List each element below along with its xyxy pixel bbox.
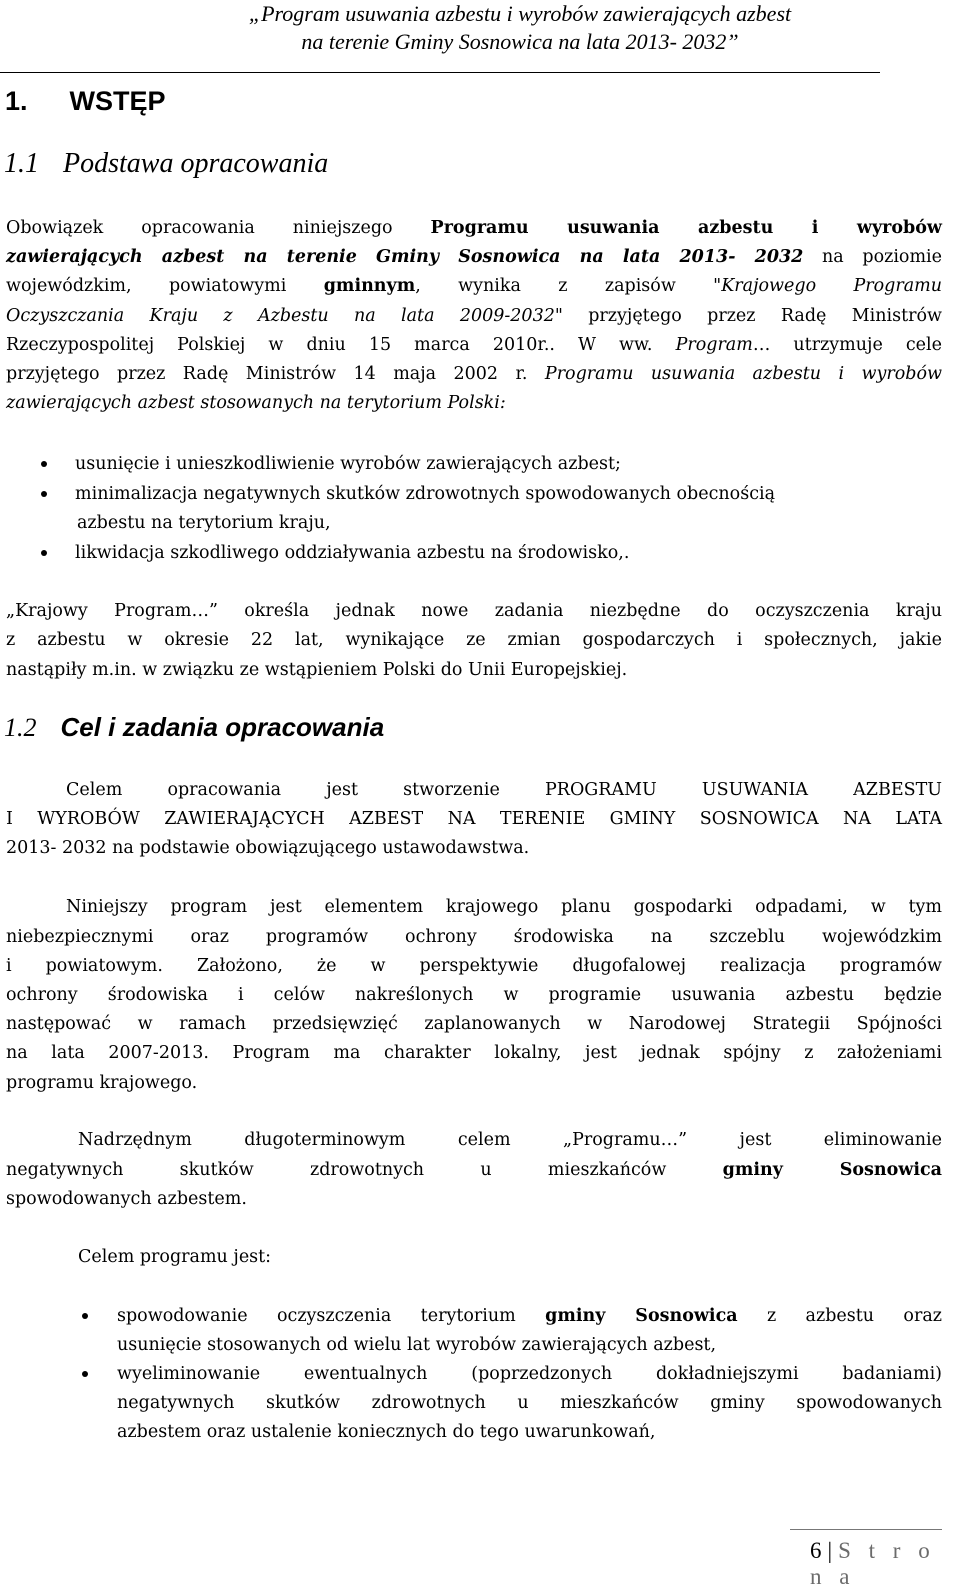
subsection-heading-1-1 (4, 148, 328, 180)
list-item: spowodowanie oczyszczenia terytorium gminy Sosnowica z azbestu oraz (117, 1306, 942, 1326)
subsection-number: 1.1 (4, 148, 39, 179)
paragraph-line: I WYROBÓW ZAWIERAJĄCYCH AZBEST NA TERENIE GMINY SOSNOWICA NA LATA (6, 809, 942, 829)
subsection-number: 1.2 (4, 713, 37, 742)
paragraph-line: przyjętego przez Radę Ministrów 14 maja 2002 r. Programu usuwania azbestu i wyrobów (6, 364, 942, 384)
paragraph-line: Rzeczypospolitej Polskiej w dniu 15 marca 2010r.. W ww. Program… utrzymuje cele (6, 335, 942, 355)
paragraph-line: ochrony środowiska i celów nakreślonych w programie usuwania azbestu będzie (6, 985, 942, 1005)
bullet-icon (82, 1313, 88, 1319)
paragraph-line: następować w ramach przedsięwzięć zaplanowanych w Narodowej Strategii Spójności (6, 1014, 942, 1034)
paragraph-line: 2013- 2032 na podstawie obowiązującego ustawodawstwa. (6, 838, 530, 858)
paragraph-line: programu krajowego. (6, 1073, 198, 1093)
bullet-icon (41, 550, 47, 556)
page-footer (810, 1538, 960, 1590)
page-number: 6 (810, 1538, 822, 1563)
paragraph-line: nastąpiły m.in. w związku ze wstąpieniem Polski do Unii Europejskiej. (6, 660, 628, 680)
paragraph-line: spowodowanych azbestem. (6, 1189, 247, 1209)
header-rule (0, 72, 880, 73)
paragraph-line: Oczyszczania Kraju z Azbestu na lata 2009-2032" przyjętego przez Radę Ministrów (6, 306, 942, 326)
footer-separator: | (827, 1538, 833, 1563)
subsection-heading-1-2 (4, 712, 384, 743)
section-number: 1. (5, 86, 28, 116)
page-label: S t r o n a (810, 1538, 936, 1589)
list-item-continuation: negatywnych skutków zdrowotnych u mieszkańców gminy spowodowanych (117, 1393, 942, 1413)
subsection-title: Cel i zadania opracowania (60, 712, 385, 742)
paragraph-line: i powiatowym. Założono, że w perspektywie długofalowej realizacja programów (6, 956, 942, 976)
running-header-line-1: „Program usuwania azbestu i wyrobów zawierających azbest (248, 1, 792, 26)
paragraph-line: niebezpiecznymi oraz programów ochrony środowiska na szczeblu wojewódzkim (6, 927, 942, 947)
bullet-icon (41, 461, 47, 467)
paragraph-line: Niniejszy program jest elementem krajowego planu gospodarki odpadami, w tym (66, 897, 942, 917)
bullet-icon (82, 1371, 88, 1377)
paragraph-line: Celem opracowania jest stworzenie PROGRAMU USUWANIA AZBESTU (66, 780, 942, 800)
running-header-line-2: na terenie Gminy Sosnowica na lata 2013- 2032” (301, 29, 739, 54)
list-item: wyeliminowanie ewentualnych (poprzedzonych dokładniejszymi badaniami) (117, 1364, 942, 1384)
bullet-icon (41, 491, 47, 497)
paragraph-line: zawierających azbest stosowanych na terytorium Polski: (6, 393, 506, 413)
footer-rule (790, 1529, 942, 1530)
paragraph-line: Obowiązek opracowania niniejszego Programu usuwania azbestu i wyrobów (6, 218, 942, 238)
paragraph-line: wojewódzkim, powiatowymi gminnym, wynika z zapisów "Krajowego Programu (6, 276, 943, 296)
paragraph-line: Nadrzędnym długoterminowym celem „Programu…” jest eliminowanie (78, 1130, 942, 1150)
goals-label: Celem programu jest: (78, 1247, 272, 1267)
list-item-continuation: azbestem oraz ustalenie koniecznych do tego uwarunkowań, (117, 1422, 656, 1442)
list-item-continuation: usunięcie stosowanych od wielu lat wyrobów zawierających azbest, (117, 1335, 717, 1355)
section-heading-1 (5, 86, 166, 117)
paragraph-line: na lata 2007-2013. Program ma charakter lokalny, jest jednak spójny z założeniami (6, 1043, 942, 1063)
list-item: likwidacja szkodliwego oddziaływania azbestu na środowisko,. (75, 543, 630, 563)
paragraph-line: „Krajowy Program…” określa jednak nowe zadania niezbędne do oczyszczenia kraju (6, 601, 942, 621)
paragraph-line: z azbestu w okresie 22 lat, wynikające ze zmian gospodarczych i społecznych, jakie (6, 630, 942, 650)
paragraph-line: negatywnych skutków zdrowotnych u mieszkańców gminy Sosnowica (6, 1160, 942, 1180)
paragraph-line: zawierających azbest na terenie Gminy Sosnowica na lata 2013- 2032 na poziomie (6, 247, 943, 267)
subsection-title: Podstawa opracowania (63, 148, 329, 179)
list-item-continuation: azbestu na terytorium kraju, (77, 513, 331, 533)
list-item: usunięcie i unieszkodliwienie wyrobów zawierających azbest; (75, 454, 621, 474)
section-title: WSTĘP (69, 86, 166, 116)
list-item: minimalizacja negatywnych skutków zdrowotnych spowodowanych obecnością (75, 484, 776, 504)
